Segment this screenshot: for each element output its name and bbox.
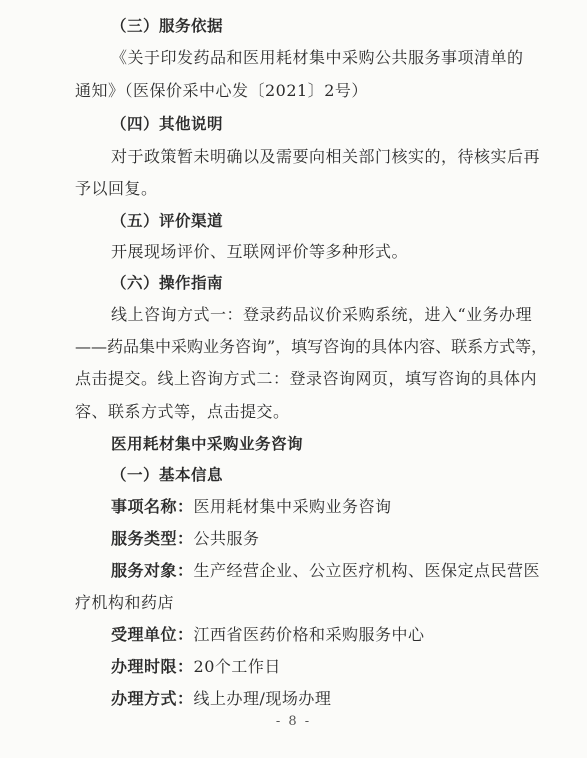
- paragraph-line: 对于政策暂未明确以及需要向相关部门核实的，待核实后再: [111, 147, 541, 166]
- section-heading-evaluation: （五）评价渠道: [111, 212, 224, 230]
- paragraph-line: 线上咨询方式一：登录药品议价采购系统，进入“业务办理: [111, 305, 533, 324]
- paragraph-line: 通知》（医保价采中心发〔2021〕2号）: [75, 81, 368, 100]
- info-row-unit: [111, 624, 425, 646]
- info-label: 受理单位：: [111, 625, 194, 644]
- section-heading-basic-info: （一）基本信息: [111, 466, 224, 484]
- info-label: 办理时限：: [111, 657, 194, 676]
- info-value-continuation: 疗机构和药店: [75, 593, 175, 612]
- section-heading-basis: （三）服务依据: [111, 17, 224, 35]
- section-heading-guide: （六）操作指南: [111, 274, 224, 292]
- info-row-name: [111, 496, 392, 518]
- info-value: 江西省医药价格和采购服务中心: [193, 625, 425, 644]
- item-title: 医用耗材集中采购业务咨询: [111, 435, 304, 453]
- info-value: 医用耗材集中采购业务咨询: [193, 497, 392, 516]
- info-row-mode: [111, 688, 331, 710]
- info-label: 办理方式：: [111, 689, 194, 708]
- info-label: 事项名称：: [111, 497, 194, 516]
- paragraph-line: 点击提交。线上咨询方式二：登录咨询网页，填写咨询的具体内: [75, 369, 538, 388]
- info-value: 20个工作日: [193, 657, 281, 676]
- info-value: 生产经营企业、公立医疗机构、医保定点民营医: [193, 561, 541, 580]
- info-label: 服务类型：: [111, 529, 194, 548]
- info-label: 服务对象：: [111, 561, 194, 580]
- paragraph-line: 予以回复。: [75, 179, 158, 198]
- paragraph-line: 开展现场评价、互联网评价等多种形式。: [111, 242, 409, 261]
- paragraph-line: 容、联系方式等，点击提交。: [75, 402, 290, 421]
- section-heading-other: （四）其他说明: [111, 115, 224, 133]
- paragraph-line: 《关于印发药品和医用耗材集中采购公共服务事项清单的: [111, 48, 524, 67]
- info-value: 线上办理/现场办理: [193, 689, 332, 708]
- paragraph-line: ——药品集中采购业务咨询”，填写咨询的具体内容、联系方式等，: [75, 337, 548, 356]
- info-value: 公共服务: [193, 529, 260, 548]
- page-number: - 8 -: [275, 714, 312, 729]
- info-row-time: [111, 656, 281, 678]
- info-row-type: [111, 528, 260, 550]
- info-row-target: [111, 560, 540, 582]
